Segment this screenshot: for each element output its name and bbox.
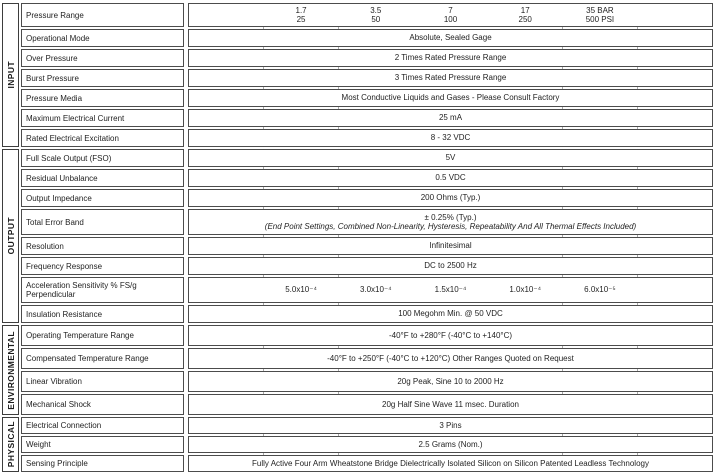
row-label-operating-temperature-range: Operating Temperature Range (21, 325, 184, 346)
pressure-range-col-2 (338, 6, 413, 25)
pressure-range-col-4 (488, 6, 563, 25)
pressure-psi-4: 250 (518, 15, 532, 24)
row-label-pressure-range: Pressure Range (21, 3, 184, 27)
row-label-electrical-connection: Electrical Connection (21, 417, 184, 434)
row-value-pressure-media: Most Conductive Liquids and Gases - Please Consult Factory (188, 89, 713, 107)
pressure-range-col-1 (264, 6, 339, 25)
section-title-physical: PHYSICAL (5, 421, 16, 468)
pressure-psi-3: 100 (443, 15, 458, 24)
section-physical-labelbox (2, 417, 19, 472)
row-value-insulation-resistance: 100 Megohm Min. @ 50 VDC (188, 305, 713, 323)
row-value-weight: 2.5 Grams (Nom.) (188, 436, 713, 453)
row-label-pressure-media: Pressure Media (21, 89, 184, 107)
input-labels-column (21, 3, 184, 147)
output-values-column (188, 149, 713, 323)
row-value-burst-pressure: 3 Times Rated Pressure Range (188, 69, 713, 87)
pressure-psi-2: 50 (371, 15, 381, 24)
row-value-maximum-electrical-current: 25 mA (188, 109, 713, 127)
row-label-output-impedance: Output Impedance (21, 189, 184, 207)
acceleration-value-1: 5.0x10⁻⁴ (285, 285, 317, 295)
row-label-compensated-temperature-range: Compensated Temperature Range (21, 348, 184, 369)
row-label-insulation-resistance: Insulation Resistance (21, 305, 184, 323)
section-title-input: INPUT (5, 61, 16, 89)
physical-labels-column (21, 417, 184, 472)
pressure-psi-5: 500 PSI (585, 15, 615, 24)
row-label-rated-electrical-excitation: Rated Electrical Excitation (21, 129, 184, 147)
row-value-linear-vibration: 20g Peak, Sine 10 to 2000 Hz (188, 371, 713, 392)
section-physical (2, 417, 713, 472)
row-label-full-scale-output: Full Scale Output (FSO) (21, 149, 184, 167)
row-value-over-pressure: 2 Times Rated Pressure Range (188, 49, 713, 67)
row-label-weight: Weight (21, 436, 184, 453)
row-value-mechanical-shock: 20g Half Sine Wave 11 msec. Duration (188, 394, 713, 415)
pressure-psi-1: 25 (296, 15, 306, 24)
row-label-mechanical-shock: Mechanical Shock (21, 394, 184, 415)
row-value-operating-temperature-range: -40°F to +280°F (-40°C to +140°C) (188, 325, 713, 346)
acceleration-sensitivity-grid (189, 285, 712, 295)
total-error-band-note: (End Point Settings, Combined Non-Linearity, Hysteresis, Repeatability And All Thermal Effects Included) (264, 222, 637, 231)
physical-values-column (188, 417, 713, 472)
pressure-bar-4: 17 (520, 5, 530, 15)
row-label-operational-mode: Operational Mode (21, 29, 184, 47)
row-value-sensing-principle: Fully Active Four Arm Wheatstone Bridge Dielectrically Isolated Silicon on Silicon Patented Leadless Technology (188, 455, 713, 472)
section-output (2, 149, 713, 323)
row-value-pressure-range (188, 3, 713, 27)
row-label-maximum-electrical-current: Maximum Electrical Current (21, 109, 184, 127)
acceleration-value-3: 1.5x10⁻⁴ (434, 285, 467, 295)
section-environmental-labelbox (2, 325, 19, 415)
pressure-range-grid (189, 6, 712, 25)
row-value-compensated-temperature-range: -40°F to +250°F (-40°C to +120°C) Other Ranges Quoted on Request (188, 348, 713, 369)
row-label-resolution: Resolution (21, 237, 184, 255)
input-values-column (188, 3, 713, 147)
pressure-range-col-3 (413, 6, 488, 25)
row-value-resolution: Infinitesimal (188, 237, 713, 255)
pressure-bar-2: 3.5 (370, 5, 382, 15)
section-output-labelbox (2, 149, 19, 323)
row-value-rated-electrical-excitation: 8 - 32 VDC (188, 129, 713, 147)
section-title-environmental: ENVIRONMENTAL (5, 330, 16, 410)
environmental-values-column (188, 325, 713, 415)
row-value-acceleration-sensitivity (188, 277, 713, 303)
pressure-bar-3: 7 (448, 5, 453, 15)
section-environmental (2, 325, 713, 415)
output-labels-column (21, 149, 184, 323)
row-value-total-error-band (188, 209, 713, 235)
pressure-bar-1: 1.7 (295, 5, 307, 15)
section-input-labelbox (2, 3, 19, 147)
row-value-frequency-response: DC to 2500 Hz (188, 257, 713, 275)
total-error-band-main: ± 0.25% (Typ.) (424, 212, 477, 222)
row-label-sensing-principle: Sensing Principle (21, 455, 184, 472)
row-label-over-pressure: Over Pressure (21, 49, 184, 67)
row-label-total-error-band: Total Error Band (21, 209, 184, 235)
acceleration-value-5: 6.0x10⁻⁵ (584, 285, 616, 295)
pressure-bar-5: 35 BAR (586, 5, 614, 15)
row-value-output-impedance: 200 Ohms (Typ.) (188, 189, 713, 207)
acceleration-value-2: 3.0x10⁻⁴ (359, 285, 392, 295)
row-label-residual-unbalance: Residual Unbalance (21, 169, 184, 187)
row-value-residual-unbalance: 0.5 VDC (188, 169, 713, 187)
row-label-linear-vibration: Linear Vibration (21, 371, 184, 392)
row-value-electrical-connection: 3 Pins (188, 417, 713, 434)
section-title-output: OUTPUT (5, 217, 16, 255)
row-value-operational-mode: Absolute, Sealed Gage (188, 29, 713, 47)
row-value-full-scale-output: 5V (188, 149, 713, 167)
row-label-frequency-response: Frequency Response (21, 257, 184, 275)
environmental-labels-column (21, 325, 184, 415)
pressure-range-col-5 (563, 6, 638, 25)
acceleration-value-4: 1.0x10⁻⁴ (509, 285, 542, 295)
row-label-acceleration-sensitivity: Acceleration Sensitivity % FS/g Perpendicular (21, 277, 184, 303)
row-label-burst-pressure: Burst Pressure (21, 69, 184, 87)
section-input (2, 3, 713, 147)
